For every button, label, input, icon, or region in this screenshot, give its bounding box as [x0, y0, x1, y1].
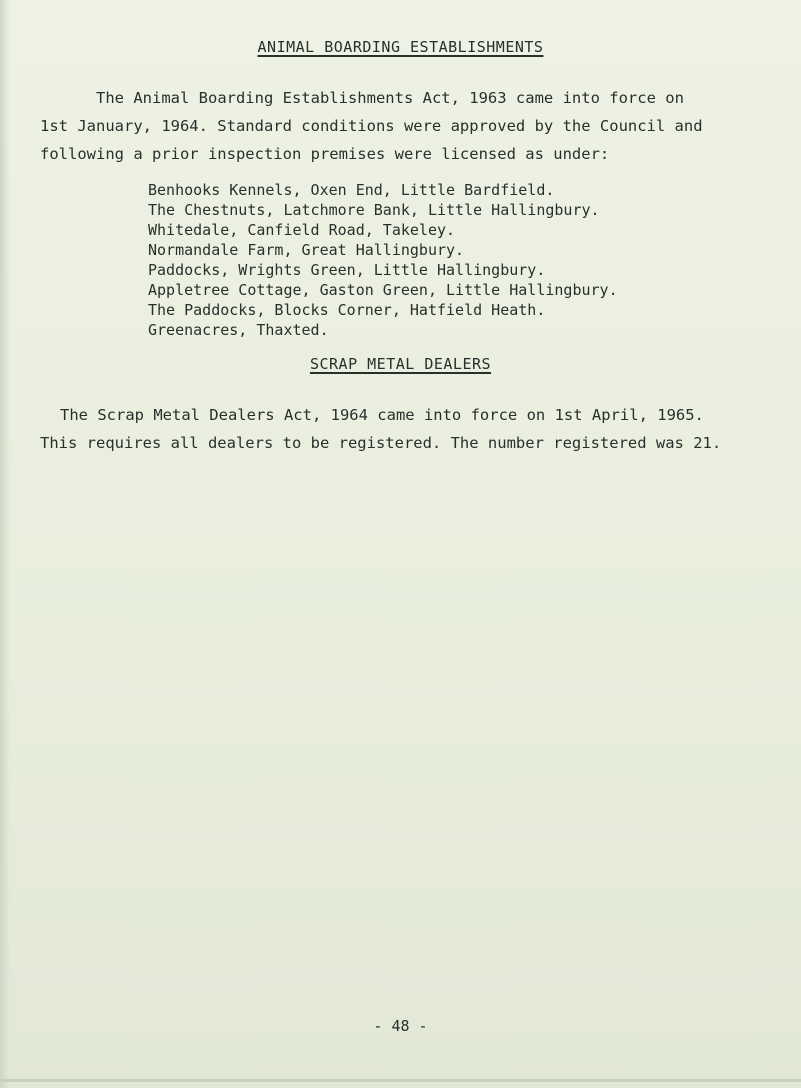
paragraph-line: 1st January, 1964. Standard conditions were approved by the Council and: [40, 117, 703, 135]
paragraph-line: following a prior inspection premises were licensed as under:: [40, 145, 610, 163]
establishment-item: Paddocks, Wrights Green, Little Hallingbury.: [148, 261, 546, 279]
establishment-item: Benhooks Kennels, Oxen End, Little Bardfield.: [148, 181, 555, 199]
page-bottom-edge: [0, 1079, 801, 1082]
establishment-item: Greenacres, Thaxted.: [148, 321, 329, 339]
paragraph-line: The Animal Boarding Establishments Act, 1963 came into force on: [96, 89, 684, 107]
paragraph-line: The Scrap Metal Dealers Act, 1964 came into force on 1st April, 1965.: [60, 406, 704, 424]
establishment-item: The Paddocks, Blocks Corner, Hatfield Heath.: [148, 301, 546, 319]
establishment-item: Normandale Farm, Great Hallingbury.: [148, 241, 465, 259]
page-edge-shadow: [0, 0, 10, 1088]
paragraph-line: This requires all dealers to be registered. The number registered was 21.: [40, 434, 722, 452]
establishment-item: Whitedale, Canfield Road, Takeley.: [148, 221, 456, 239]
establishment-item: Appletree Cottage, Gaston Green, Little Hallingbury.: [148, 281, 618, 299]
page-number: - 48 -: [373, 1017, 428, 1035]
section-heading-scrap-metal: SCRAP METAL DEALERS: [309, 355, 492, 373]
establishment-item: The Chestnuts, Latchmore Bank, Little Hallingbury.: [148, 201, 600, 219]
section-heading-animal-boarding: ANIMAL BOARDING ESTABLISHMENTS: [257, 38, 544, 56]
